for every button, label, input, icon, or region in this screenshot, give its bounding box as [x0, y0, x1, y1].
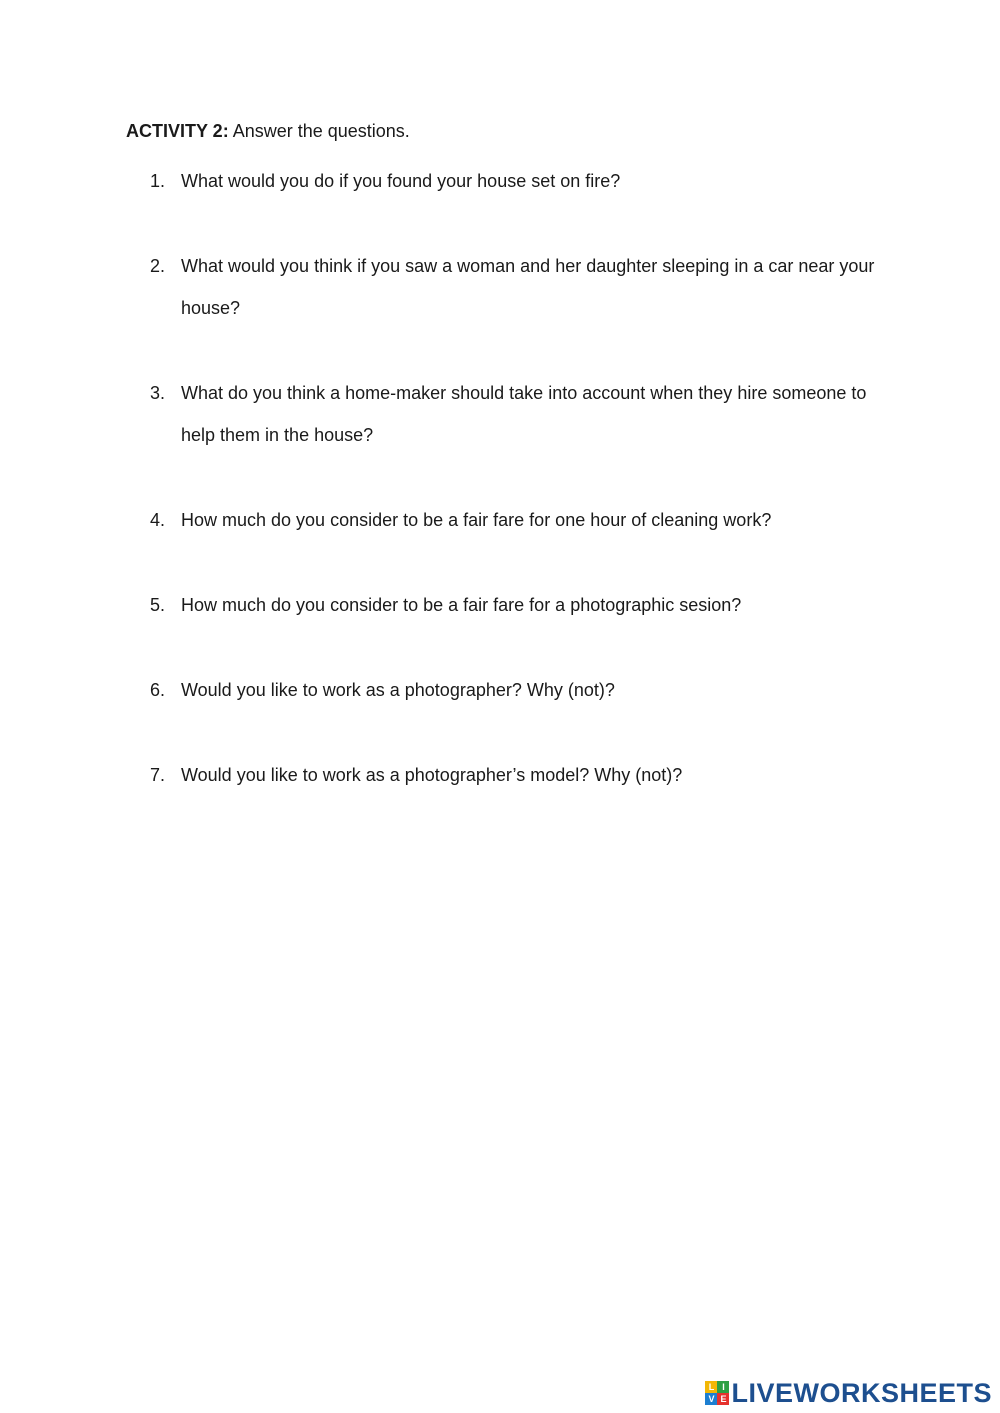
question-number: 1. — [150, 171, 166, 191]
question-number: 4. — [150, 510, 166, 530]
activity-heading — [126, 120, 410, 142]
logo-mark-icon — [705, 1381, 729, 1405]
liveworksheets-logo — [705, 1377, 992, 1409]
logo-letter: I — [717, 1381, 729, 1393]
question-number: 6. — [150, 680, 166, 700]
question-text: How much do you consider to be a fair fare for one hour of cleaning work? — [181, 510, 772, 530]
logo-letter: E — [717, 1393, 729, 1405]
question-number: 2. — [150, 256, 166, 276]
question-item — [150, 584, 880, 626]
logo-letter: V — [705, 1393, 717, 1405]
question-text: Would you like to work as a photographer? Why (not)? — [181, 680, 615, 700]
question-text: How much do you consider to be a fair fare for a photographic sesion? — [181, 595, 742, 615]
question-item — [150, 160, 880, 202]
question-number: 3. — [150, 383, 166, 403]
question-number: 7. — [150, 765, 166, 785]
logo-letter: L — [705, 1381, 717, 1393]
activity-label: ACTIVITY 2: — [126, 121, 229, 141]
question-text: What would you do if you found your house set on fire? — [181, 171, 621, 191]
question-text: What would you think if you saw a woman and her daughter sleeping in a car near your house? — [181, 256, 875, 318]
question-item — [150, 669, 880, 711]
question-text: Would you like to work as a photographer’s model? Why (not)? — [181, 765, 683, 785]
question-number: 5. — [150, 595, 166, 615]
question-item — [150, 372, 880, 456]
question-text: What do you think a home-maker should take into account when they hire someone to help them in the house? — [181, 383, 867, 445]
question-item — [150, 499, 880, 541]
question-item — [150, 754, 880, 796]
question-item — [150, 245, 880, 329]
brand-name: LIVEWORKSHEETS — [731, 1377, 992, 1408]
activity-instruction: Answer the questions. — [232, 121, 410, 141]
